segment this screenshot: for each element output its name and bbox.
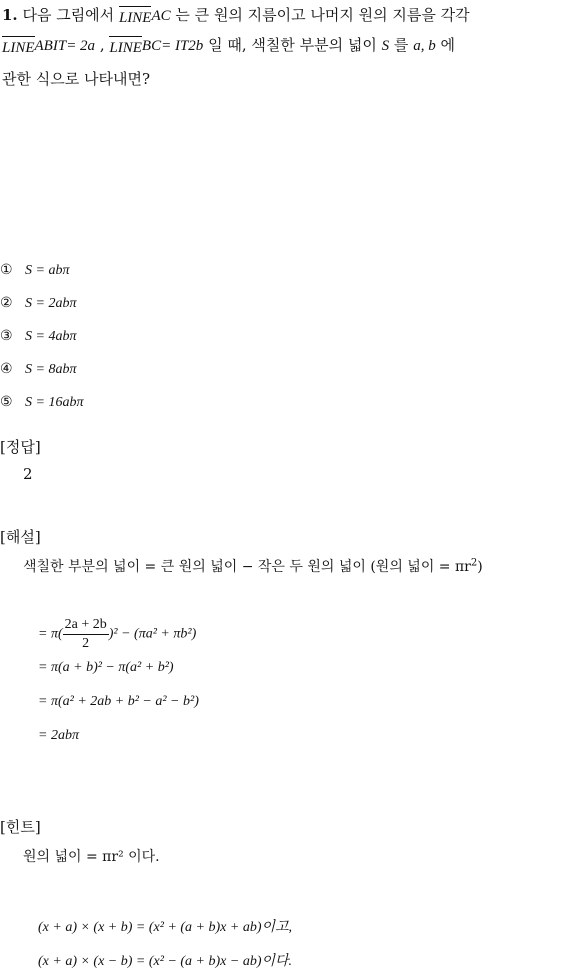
- question-line-2: [2, 34, 455, 56]
- segment-abit: ABIT: [34, 38, 67, 54]
- step1-suffix: )² − (πa² + πb²): [108, 626, 197, 642]
- choice-marker: ⑤: [0, 394, 13, 410]
- choice-marker: ①: [0, 262, 13, 278]
- fraction-numerator: 2a + 2b: [63, 618, 109, 635]
- hint-heading: [힌트]: [0, 818, 41, 836]
- overline-segment-bc: [109, 36, 142, 56]
- overline-segment-ac: [119, 6, 152, 26]
- question-number: 1.: [2, 6, 18, 24]
- explanation-close-paren: ): [477, 559, 483, 575]
- choice-expression: S = 8abπ: [25, 362, 77, 377]
- segment-bc: BC: [141, 38, 162, 54]
- segment-ac: AC: [151, 8, 171, 24]
- choice-5[interactable]: [0, 394, 83, 411]
- explanation-main-text: 색칠한 부분의 넓이 = 큰 원의 넓이 − 작은 두 원의 넓이 (원의 넓이 = πr: [23, 559, 471, 575]
- answer-heading: [정답]: [0, 438, 41, 456]
- equals-2a: = 2a: [66, 38, 96, 54]
- question-line2-text: 일 때, 색칠한 부분의 넓이: [208, 36, 377, 54]
- overline-label: LINE: [109, 40, 142, 56]
- hint-line-2: (x + a) × (x + b) = (x² + (a + b)x + ab)이고,: [38, 920, 293, 935]
- explanation-heading: [해설]: [0, 528, 41, 546]
- question-line-1: [2, 4, 470, 26]
- overline-label: LINE: [2, 40, 35, 56]
- choice-marker: ②: [0, 295, 13, 311]
- choice-expression: S = 4abπ: [25, 329, 77, 344]
- fraction: [63, 618, 109, 651]
- choice-expression: S = 2abπ: [25, 296, 77, 311]
- fraction-denominator: 2: [82, 636, 90, 651]
- equals-it2b: = IT2b: [161, 38, 204, 54]
- choice-expression: S = 16abπ: [25, 395, 84, 410]
- variables-ab: a, b: [413, 38, 436, 54]
- explanation-step-4: = 2abπ: [38, 728, 79, 743]
- choice-expression: S = abπ: [25, 263, 70, 278]
- choice-2[interactable]: [0, 295, 76, 312]
- step1-prefix: = π(: [38, 626, 63, 642]
- overline-bar: [2, 36, 35, 37]
- hint-line-1: 원의 넓이 = πr² 이다.: [23, 849, 160, 865]
- comma: ,: [99, 36, 105, 54]
- question-intro-text: 다음 그림에서: [22, 6, 115, 24]
- question-mid-text: 는 큰 원의 지름이고 나머지 원의 지름을 각각: [175, 6, 470, 24]
- figure-placeholder: [2, 92, 562, 252]
- question-line-3: 관한 식으로 나타내면?: [2, 70, 150, 88]
- explanation-step-1: [38, 618, 196, 651]
- choice-marker: ④: [0, 361, 13, 377]
- overline-bar: [109, 36, 142, 37]
- question-line2-rel: 를: [393, 36, 409, 54]
- overline-bar: [119, 6, 152, 7]
- choice-3[interactable]: [0, 328, 76, 345]
- explanation-text: [23, 556, 483, 576]
- choice-1[interactable]: [0, 262, 69, 279]
- variable-s: S: [381, 38, 390, 54]
- question-line2-end: 에: [440, 36, 455, 54]
- overline-label: LINE: [118, 10, 152, 26]
- choice-marker: ③: [0, 328, 13, 344]
- explanation-exponent: 2: [470, 557, 478, 569]
- explanation-step-3: = π(a² + 2ab + b² − a² − b²): [38, 694, 199, 709]
- choice-4[interactable]: [0, 361, 76, 378]
- overline-segment-abit: [2, 36, 35, 56]
- explanation-step-2: = π(a + b)² − π(a² + b²): [38, 660, 174, 675]
- hint-line-3: (x + a) × (x − b) = (x² − (a + b)x − ab)이다.: [38, 954, 293, 969]
- answer-value: 2: [23, 465, 33, 483]
